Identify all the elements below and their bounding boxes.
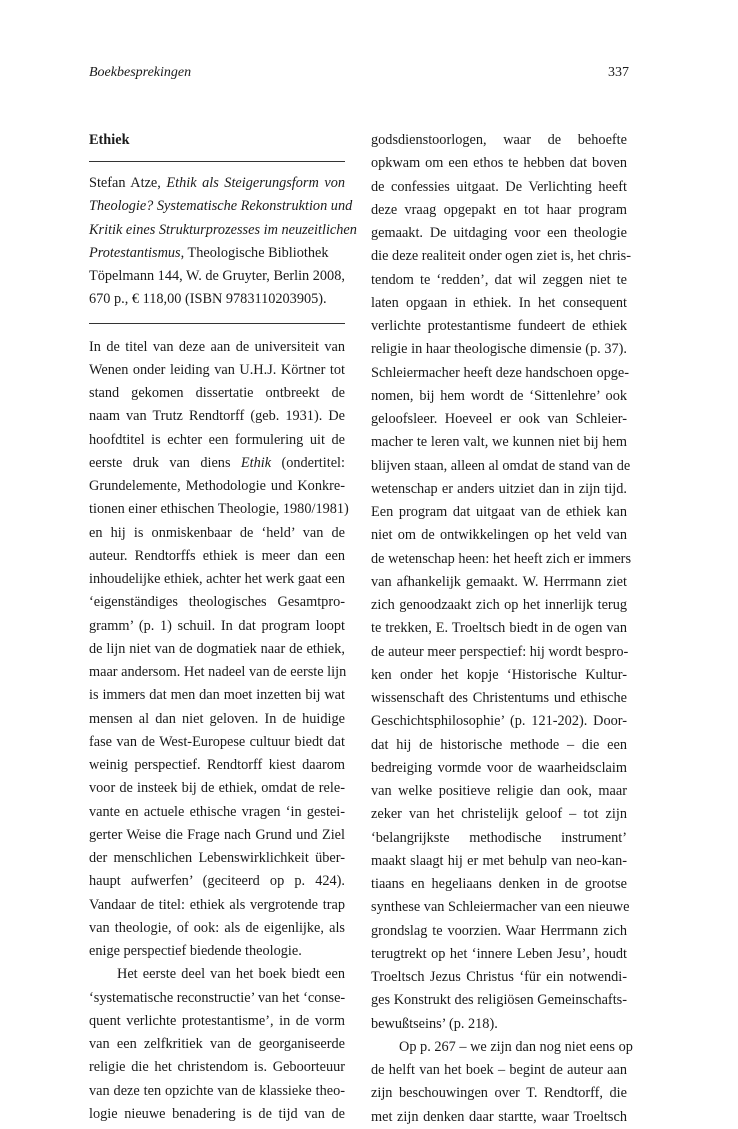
text-line [89,870,345,893]
text-line [89,359,345,382]
text-line [371,1013,627,1036]
section-heading: Ethiek [89,132,130,148]
text-line [371,338,627,361]
text-line [89,661,345,684]
text-run: zeker van het christelijk geloof – tot zijn [371,806,627,823]
text-run: wetenschap er anders uitziet dan in zijn tijd. [371,480,627,497]
text-run: ‘belangrijkste methodische instrument’ [371,829,627,846]
text-line [371,524,627,547]
text-run: Schleiermacher heeft deze handschoen opge- [371,364,630,381]
running-head [89,64,629,82]
text-line [371,966,627,989]
text-line [89,568,345,591]
text-run: Wenen onder leiding van U.H.J. Körtner tot [89,361,345,378]
text-run: bewußtseins’ (p. 218). [371,1015,498,1032]
text-run: ges Konstrukt des religiösen Gemeinschafts- [371,992,627,1009]
text-run: de helft van het boek – begint de auteur aan [371,1062,627,1078]
text-line [371,455,631,478]
text-run: maar andersom. Het nadeel van de eerste lijn [89,664,347,680]
text-run: terugtrekt op het ‘innere Leben Jesu’, houdt [371,945,627,962]
text-run: Het eerste deel van het boek biedt een [117,966,345,983]
text-line [371,478,627,501]
text-line [89,963,345,986]
text-run: eerste druk van diens [89,454,241,471]
text-run: niet om de ontwikkelingen op het veld van [371,527,627,544]
text-run: gemaakt. De uitdaging voor een theologie [371,225,627,241]
text-line [89,1103,345,1126]
text-line [89,824,345,847]
text-line [371,641,627,664]
text-run: van welke positieve religie dan ook, maar [371,783,627,799]
text-run: gramm’ (p. 1) schuil. In dat program loopt [89,617,345,634]
text-run: zich genoodzaakt zich op het innerlijk terug [371,597,627,613]
text-line [89,498,349,521]
text-line [89,731,345,754]
italic-text: Kritik eines Strukturprozesses im neuzeitlichen [89,221,357,238]
text-run: fase van de West-Europese cultuur biedt dat [89,733,345,750]
text-line [371,1059,627,1082]
text-run: grondslag te voorzien. Waar Herrmann zich [371,922,627,939]
text-run: opkwam om een ethos te hebben dat boven [371,155,627,172]
text-line [89,545,345,568]
text-run: de lijn niet van de dogmatiek naar de ethiek, [89,640,345,657]
text-run: godsdienstoorlogen, waar de behoefte [371,132,627,148]
bibliography-line [89,219,357,242]
text-run: en hij is onmiskenbaar de ‘held’ van de [89,524,345,541]
text-run: ken onder het kopje ‘Historische Kultur- [371,666,627,683]
text-run: tendom te ‘redden’, dat wil zeggen niet te [371,271,627,288]
text-line [371,1082,627,1105]
text-line [371,617,627,640]
text-run: 670 p., € 118,00 (ISBN 9783110203905). [89,291,327,308]
text-run: religie die het christendom is. Geboorteuur [89,1059,345,1076]
text-line [89,336,345,359]
text-run: Töpelmann 144, W. de Gruyter, Berlin 2008, [89,268,345,284]
text-line [371,687,627,710]
text-line [89,475,345,498]
text-line [371,571,627,594]
text-line [89,847,345,870]
text-run: haupt aufwerfen’ (geciteerd op p. 424). [89,873,345,890]
text-run: synthese van Schleiermacher van een nieuwe [371,899,630,916]
text-line [89,801,345,824]
text-line [89,429,345,452]
text-run: stand gekomen dissertatie ontbreekt de [89,385,345,401]
text-run: deze vraag opgepakt en tot haar program [371,201,627,218]
text-line [89,591,345,614]
text-line [371,896,630,919]
text-run: de wetenschap heen: het heeft zich er immers [371,550,632,567]
text-run: quent verlichte protestantisme’, in de vorm [89,1012,345,1029]
text-run: Troeltsch Jezus Christus ‘für ein notwendi- [371,969,627,985]
text-run: de auteur meer perspectief: hij wordt bespro- [371,643,629,660]
left-column [89,129,357,1126]
text-line [89,615,345,638]
text-line [89,1080,345,1103]
text-line [371,943,627,966]
text-run: van een zelfkritiek van de georganiseerde [89,1036,345,1052]
text-line [89,917,345,940]
text-line [371,850,627,873]
text-line [89,940,345,963]
text-run: tiaans en hegeliaans denken in de grootse [371,876,627,892]
text-line [371,222,627,245]
bibliography-line [89,172,345,195]
text-line [371,292,627,315]
text-line [89,684,345,707]
text-line [371,803,627,826]
text-line [371,920,627,943]
right-body-text [371,129,633,1129]
text-run: maakt slaagt hij er met behulp van neo-kan- [371,852,627,869]
top-rule [89,161,345,162]
text-run: is immers dat men dan moet inzetten bij wat [89,687,345,704]
text-run: tionen einer ethischen Theologie, 1980/1981) [89,501,349,518]
text-run: laten opgaan in ethiek. In het consequent [371,294,627,311]
text-line [371,362,630,385]
text-line [89,522,345,545]
text-line [89,1010,345,1033]
text-run: In de titel van deze aan de universiteit van [89,338,345,355]
text-run: ‘systematische reconstructie’ van het ‘conse- [89,989,346,1006]
italic-text: Ethik [240,454,272,471]
text-run: van afhankelijk gemaakt. W. Herrmann ziet [371,573,627,590]
text-run: hoofdtitel is echter een formulering uit de [89,431,345,448]
text-run: der menschlichen Lebenswirklichkeit über- [89,850,345,866]
bibliography-line [89,288,345,311]
text-line [89,382,345,405]
text-run: wissenschaft des Christentums und ethische [371,690,627,706]
text-run: blijven staan, alleen al omdat de stand van de [371,457,631,474]
right-column [371,129,633,1129]
text-run: enige perspectief biedende theologie. [89,943,302,959]
text-run: inhoudelijke ethiek, achter het werk gaat een [89,571,346,587]
text-line [89,894,345,917]
text-line [371,315,627,338]
text-line [371,734,627,757]
text-run: Vandaar de titel: ethiek als vergrotende trap [89,896,345,913]
text-run: nomen, bij hem wordt de ‘Sittenlehre’ ook [371,387,627,404]
text-line [371,710,627,733]
italic-text: Protestantismus [89,244,181,261]
text-run: vante en actuele ethische vragen ‘in gestei- [89,803,345,820]
text-line [371,1106,627,1129]
text-run: van theologie, of ook: als de eigenlijke, als [89,919,345,936]
text-run: met zijn denken daar startte, waar Troeltsch [371,1108,627,1125]
text-run: religie in haar theologische dimensie (p. 37). [371,341,627,358]
text-line [371,245,632,268]
text-line [89,708,345,731]
text-run: die deze realiteit onder ogen ziet is, het chris- [371,248,632,265]
text-line [89,754,345,777]
text-run: zijn beschouwingen over T. Rendtorff, die [371,1085,627,1102]
text-line [371,548,632,571]
text-run: mensen al dan niet geloven. In de huidige [89,710,345,727]
text-run: gerter Weise die Frage nach Grund und Ziel [89,826,345,843]
text-run: Stefan Atze, [89,175,167,191]
text-line [89,405,345,428]
text-run: van deze ten opzichte van de klassieke theo- [89,1082,345,1099]
text-run: auteur. Rendtorffs ethiek is meer dan een [89,547,345,564]
text-line [89,987,345,1010]
text-line [371,594,627,617]
text-line [371,408,627,431]
text-run: verlichte protestantisme fundeert de ethiek [371,318,627,334]
text-run: bedreiging vormde voor de waarheidsclaim [371,759,627,776]
text-run: naam van Trutz Rendtorff (geb. 1931). De [89,408,345,425]
text-run: macher te leren valt, we kunnen niet bij hem [371,434,627,451]
text-line [371,1036,633,1059]
bibliography-line [89,265,345,288]
text-line [371,780,627,803]
text-line [89,777,345,800]
text-run: dat hij de historische methode – die een [371,736,627,753]
bibliography-line [89,242,345,265]
page-number: 337 [608,65,629,80]
left-body-text [89,336,349,1127]
text-run: (ondertitel: [271,454,345,471]
italic-text: Ethik als Steigerungsform von [166,175,345,191]
italic-text: Theologie? Systematische Rekonstruktion und [89,198,353,215]
text-line [89,1033,345,1056]
text-run: ‘eigenständiges theologisches Gesamtpro- [89,594,345,611]
text-run: Grundelemente, Methodologie und Konkre- [89,478,345,494]
text-line [371,176,627,199]
text-line [371,129,627,152]
running-head-title: Boekbesprekingen [89,65,192,80]
text-run: Een program dat uitgaat van de ethiek kan [371,504,627,520]
text-run: de confessies uitgaat. De Verlichting heeft [371,178,627,195]
text-line [371,873,627,896]
bibliographic-entry [89,172,357,312]
text-line [89,452,345,475]
text-run: weinig perspectief. Rendtorff kiest daarom [89,757,345,773]
text-run: logie nieuwe benadering is de tijd van de [89,1105,345,1122]
bibliography-line [89,195,353,218]
text-line [371,385,627,408]
text-line [371,757,627,780]
text-line [371,152,627,175]
text-line [371,664,627,687]
text-run: Op p. 267 – we zijn dan nog niet eens op [399,1038,633,1055]
text-line [371,431,627,454]
text-line [371,501,627,524]
text-line [371,199,627,222]
text-line [371,989,627,1012]
text-run: te trekken, E. Troeltsch biedt in de ogen van [371,620,627,637]
text-run: , Theologische Bibliothek [180,244,329,261]
text-run: voor de insteek bij de ethiek, omdat de rele- [89,780,345,797]
text-run: geloofsleer. Hoeveel er ook van Schleier- [371,411,627,427]
text-run: Geschichtsphilosophie’ (p. 121-202). Door- [371,713,627,730]
text-line [371,827,627,850]
text-line [371,269,627,292]
text-line [89,638,345,661]
bottom-rule [89,323,345,324]
